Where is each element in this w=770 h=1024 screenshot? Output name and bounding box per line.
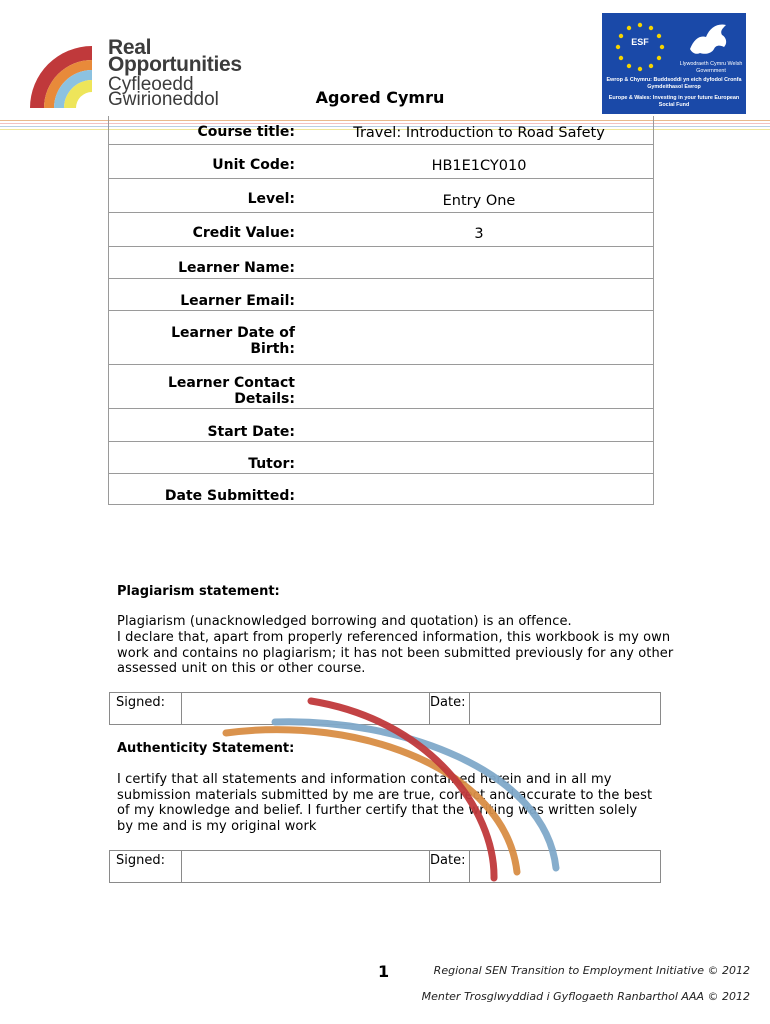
signed-label: Signed: xyxy=(110,693,182,724)
table-row xyxy=(109,116,653,145)
table-row xyxy=(109,442,653,474)
unit-code-value[interactable]: HB1E1CY010 xyxy=(431,158,527,174)
unit-code-label: Unit Code: xyxy=(212,157,295,173)
table-row xyxy=(109,213,653,247)
date-field[interactable] xyxy=(470,851,660,882)
authenticity-text: I certify that all statements and information contained herein and in all my submission materials submitted by me are true, correct and accurate to the best of my knowledge and belief. I further certify that the writing was written solely by me and is my original work xyxy=(117,772,653,835)
level-label: Level: xyxy=(247,191,295,207)
logo-text-opportunities: Opportunities xyxy=(108,53,242,76)
credit-value-value[interactable]: 3 xyxy=(474,226,484,242)
eu-english-text: Europe & Wales: Investing in your future European Social Fund xyxy=(608,95,740,108)
logo-text-gwirioneddol: Gwirioneddol xyxy=(108,89,219,110)
table-row xyxy=(109,247,653,279)
tutor-label: Tutor: xyxy=(248,456,295,472)
document-title: Agored Cymru xyxy=(315,88,445,107)
learner-contact-label: Learner Contact Details: xyxy=(168,375,295,407)
table-row xyxy=(109,311,653,365)
authenticity-title: Authenticity Statement: xyxy=(117,741,295,756)
signature-field[interactable] xyxy=(182,693,430,724)
course-title-value[interactable]: Travel: Introduction to Road Safety xyxy=(353,125,605,141)
course-info-table xyxy=(108,116,654,505)
real-opportunities-logo xyxy=(28,36,258,116)
signed-label: Signed: xyxy=(110,851,182,882)
date-field[interactable] xyxy=(470,693,660,724)
plagiarism-text-1: Plagiarism (unacknowledged borrowing and quotation) is an offence. xyxy=(117,614,572,629)
page-number: 1 xyxy=(378,962,390,981)
welsh-government-text: Llywodraeth Cymru Welsh Government xyxy=(679,61,743,74)
eu-welsh-text: Ewrop & Chymru: Buddsoddi yn eich dyfodol Cronfa Gymdeithasol Ewrop xyxy=(606,77,742,90)
learner-email-label: Learner Email: xyxy=(180,293,295,309)
start-date-label: Start Date: xyxy=(207,424,295,440)
date-label: Date: xyxy=(430,693,470,724)
welsh-dragon-icon xyxy=(686,19,732,59)
plagiarism-text-2: I declare that, apart from properly referenced information, this workbook is my own work and contains no plagiarism; it has not been submitted previously for any other assessed unit on this or other course. xyxy=(117,630,674,677)
eu-stars-icon xyxy=(608,19,672,75)
esf-welsh-government-logo xyxy=(602,13,746,114)
level-value[interactable]: Entry One xyxy=(442,193,516,209)
footer-welsh: Menter Trosglwyddiad i Gyflogaeth Ranbarthol AAA © 2012 xyxy=(421,990,750,1003)
table-row xyxy=(109,409,653,442)
logo-text-real: Real xyxy=(108,36,152,59)
plagiarism-title: Plagiarism statement: xyxy=(117,584,280,599)
table-row xyxy=(109,279,653,311)
footer-english: Regional SEN Transition to Employment Initiative © 2012 xyxy=(433,964,750,977)
esf-label: ESF xyxy=(631,37,649,47)
table-row xyxy=(109,179,653,213)
signature-field[interactable] xyxy=(182,851,430,882)
plagiarism-signature-box xyxy=(109,692,661,725)
table-row xyxy=(109,474,653,505)
authenticity-signature-box xyxy=(109,850,661,883)
credit-value-label: Credit Value: xyxy=(192,225,295,241)
table-row xyxy=(109,365,653,409)
learner-dob-label: Learner Date of Birth: xyxy=(171,325,295,357)
learner-name-label: Learner Name: xyxy=(178,260,295,276)
table-row xyxy=(109,145,653,179)
date-label: Date: xyxy=(430,851,470,882)
logo-text-cyfleoedd: Cyfleoedd xyxy=(108,74,194,95)
course-title-label: Course title: xyxy=(197,124,295,140)
date-submitted-label: Date Submitted: xyxy=(164,488,295,504)
rainbow-logo-icon xyxy=(28,36,108,116)
